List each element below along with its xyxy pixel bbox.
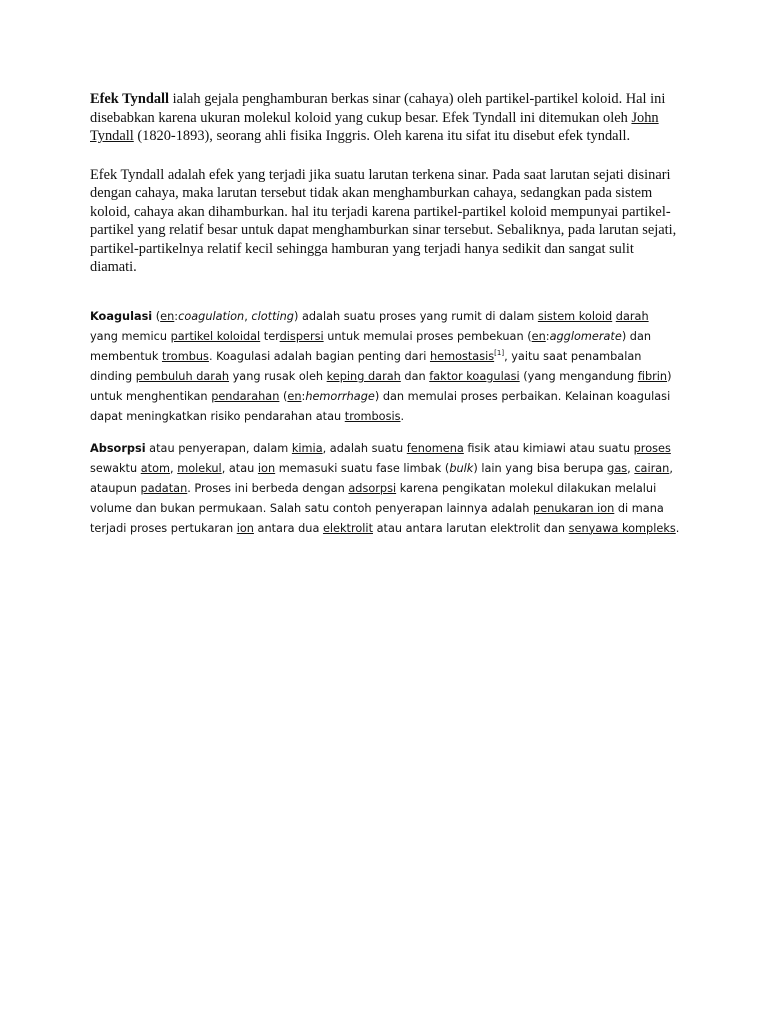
text: ter — [260, 329, 280, 343]
link-gas[interactable]: gas — [607, 461, 628, 475]
term-efek-tyndall: Efek Tyndall — [90, 91, 170, 107]
text: ) dan membentuk — [90, 329, 652, 363]
link-fenomena[interactable]: fenomena — [406, 441, 464, 455]
link-hemostasis[interactable]: hemostasis — [429, 349, 495, 363]
text: : — [174, 309, 179, 323]
text: memasuki suatu fase limbak ( — [275, 461, 450, 475]
term-bulk: bulk — [449, 461, 474, 475]
text: antara dua — [253, 521, 323, 535]
term-clotting: clotting — [251, 309, 294, 323]
link-john-tyndall[interactable]: John Tyndall — [90, 109, 659, 144]
link-trombosis[interactable]: trombosis — [344, 409, 401, 423]
paragraph-efek-tyndall-explanation: Efek Tyndall adalah efek yang terjadi jika suatu larutan terkena sinar. Pada saat larutan sejati disinari dengan cahaya, maka larutan tersebut tidak akan menghamburkan cahaya, sedangkan pada sistem koloid, cahaya akan dihamburkan. hal itu terjadi karena partikel-partikel koloid mempunyai partikel-partikel yang relatif besar untuk dapat menghamburkan sinar tersebut. Sebaliknya, pada larutan sejati, partikel-partikelnya relatif kecil sehingga hamburan yang terjadi hanya sedikit dan sangat sulit diamati. — [90, 166, 677, 275]
text: , adalah suatu — [322, 441, 407, 455]
text: fisik atau kimiawi atau suatu — [463, 441, 634, 455]
text: ) adalah suatu proses yang rumit di dalam — [293, 309, 538, 323]
text: atau antara larutan elektrolit dan — [373, 521, 569, 535]
link-senyawa-kompleks[interactable]: senyawa kompleks — [568, 521, 676, 535]
text: ( — [279, 389, 288, 403]
link-faktor-koagulasi[interactable]: faktor koagulasi — [429, 369, 520, 383]
term-agglomerate: agglomerate — [549, 329, 622, 343]
reference-link[interactable]: [1] — [494, 348, 505, 357]
paragraph-koagulasi — [90, 307, 680, 427]
text: . — [400, 409, 405, 423]
link-trombus[interactable]: trombus — [161, 349, 209, 363]
link-ion[interactable]: ion — [257, 461, 276, 475]
link-proses[interactable]: proses — [633, 441, 671, 455]
link-pendarahan[interactable]: pendarahan — [211, 389, 280, 403]
text: , yaitu saat penambalan dinding — [90, 349, 642, 383]
text: karena pengikatan molekul dilakukan melalui volume dan bukan permukaan. Salah satu contoh penyerapan lainnya adalah — [90, 481, 657, 515]
paragraph-absorpsi — [90, 439, 680, 539]
text: , ataupun — [90, 461, 673, 495]
link-darah[interactable]: darah — [615, 309, 649, 323]
paragraph-efek-tyndall-definition — [90, 90, 680, 146]
link-en[interactable]: en — [160, 309, 175, 323]
link-molekul[interactable]: molekul — [177, 461, 222, 475]
link-penukaran-ion[interactable]: penukaran ion — [533, 501, 615, 515]
text: untuk memulai proses pembekuan ( — [323, 329, 532, 343]
text: yang rusak oleh — [229, 369, 327, 383]
text: di mana terjadi proses pertukaran — [90, 501, 664, 535]
text: ( — [152, 309, 161, 323]
text: : — [545, 329, 550, 343]
term-absorpsi: Absorpsi — [90, 441, 146, 455]
link-kimia[interactable]: kimia — [291, 441, 323, 455]
term-hemorrhage: hemorrhage — [305, 389, 375, 403]
paragraph-text: (1820-1893), seorang ahli fisika Inggris. Oleh karena itu sifat itu disebut efek tyndall. — [133, 128, 631, 144]
spacer — [90, 297, 680, 307]
link-pembuluh-darah[interactable]: pembuluh darah — [135, 369, 230, 383]
text: . Koagulasi adalah bagian penting dari — [208, 349, 430, 363]
text: , atau — [221, 461, 258, 475]
text: ) dan memulai proses perbaikan. Kelainan koagulasi dapat meningkatkan risiko pendarahan atau — [90, 389, 671, 423]
link-dispersi[interactable]: dispersi — [279, 329, 324, 343]
paragraph-text: ialah gejala penghamburan berkas sinar (cahaya) oleh partikel-partikel koloid. Hal ini disebabkan karena ukuran molekul koloid yang cukup besar. Efek Tyndall ini ditemukan oleh — [90, 91, 666, 126]
text: , — [170, 461, 178, 475]
text: dan — [400, 369, 430, 383]
link-cairan[interactable]: cairan — [634, 461, 670, 475]
link-keping-darah[interactable]: keping darah — [326, 369, 401, 383]
text: (yang mengandung — [519, 369, 638, 383]
link-elektrolit[interactable]: elektrolit — [322, 521, 373, 535]
text: : — [301, 389, 306, 403]
link-en[interactable]: en — [531, 329, 546, 343]
link-fibrin[interactable]: fibrin — [637, 369, 668, 383]
text: sewaktu — [90, 461, 141, 475]
link-ion[interactable]: ion — [236, 521, 254, 535]
text: atau penyerapan, dalam — [145, 441, 292, 455]
link-en[interactable]: en — [287, 389, 302, 403]
text: , — [244, 309, 252, 323]
document-page — [90, 90, 680, 551]
text: ) lain yang bisa berupa — [473, 461, 608, 475]
link-padatan[interactable]: padatan — [140, 481, 188, 495]
term-coagulation: coagulation — [178, 309, 245, 323]
link-atom[interactable]: atom — [140, 461, 171, 475]
term-koagulasi: Koagulasi — [90, 309, 153, 323]
link-partikel-koloidal[interactable]: partikel koloidal — [170, 329, 261, 343]
text: . Proses ini berbeda dengan — [187, 481, 349, 495]
text: ) untuk menghentikan — [90, 369, 672, 403]
text: , — [627, 461, 635, 475]
text: yang memicu — [90, 329, 171, 343]
link-adsorpsi[interactable]: adsorpsi — [348, 481, 397, 495]
link-sistem-koloid[interactable]: sistem koloid — [537, 309, 613, 323]
text: . — [675, 521, 680, 535]
